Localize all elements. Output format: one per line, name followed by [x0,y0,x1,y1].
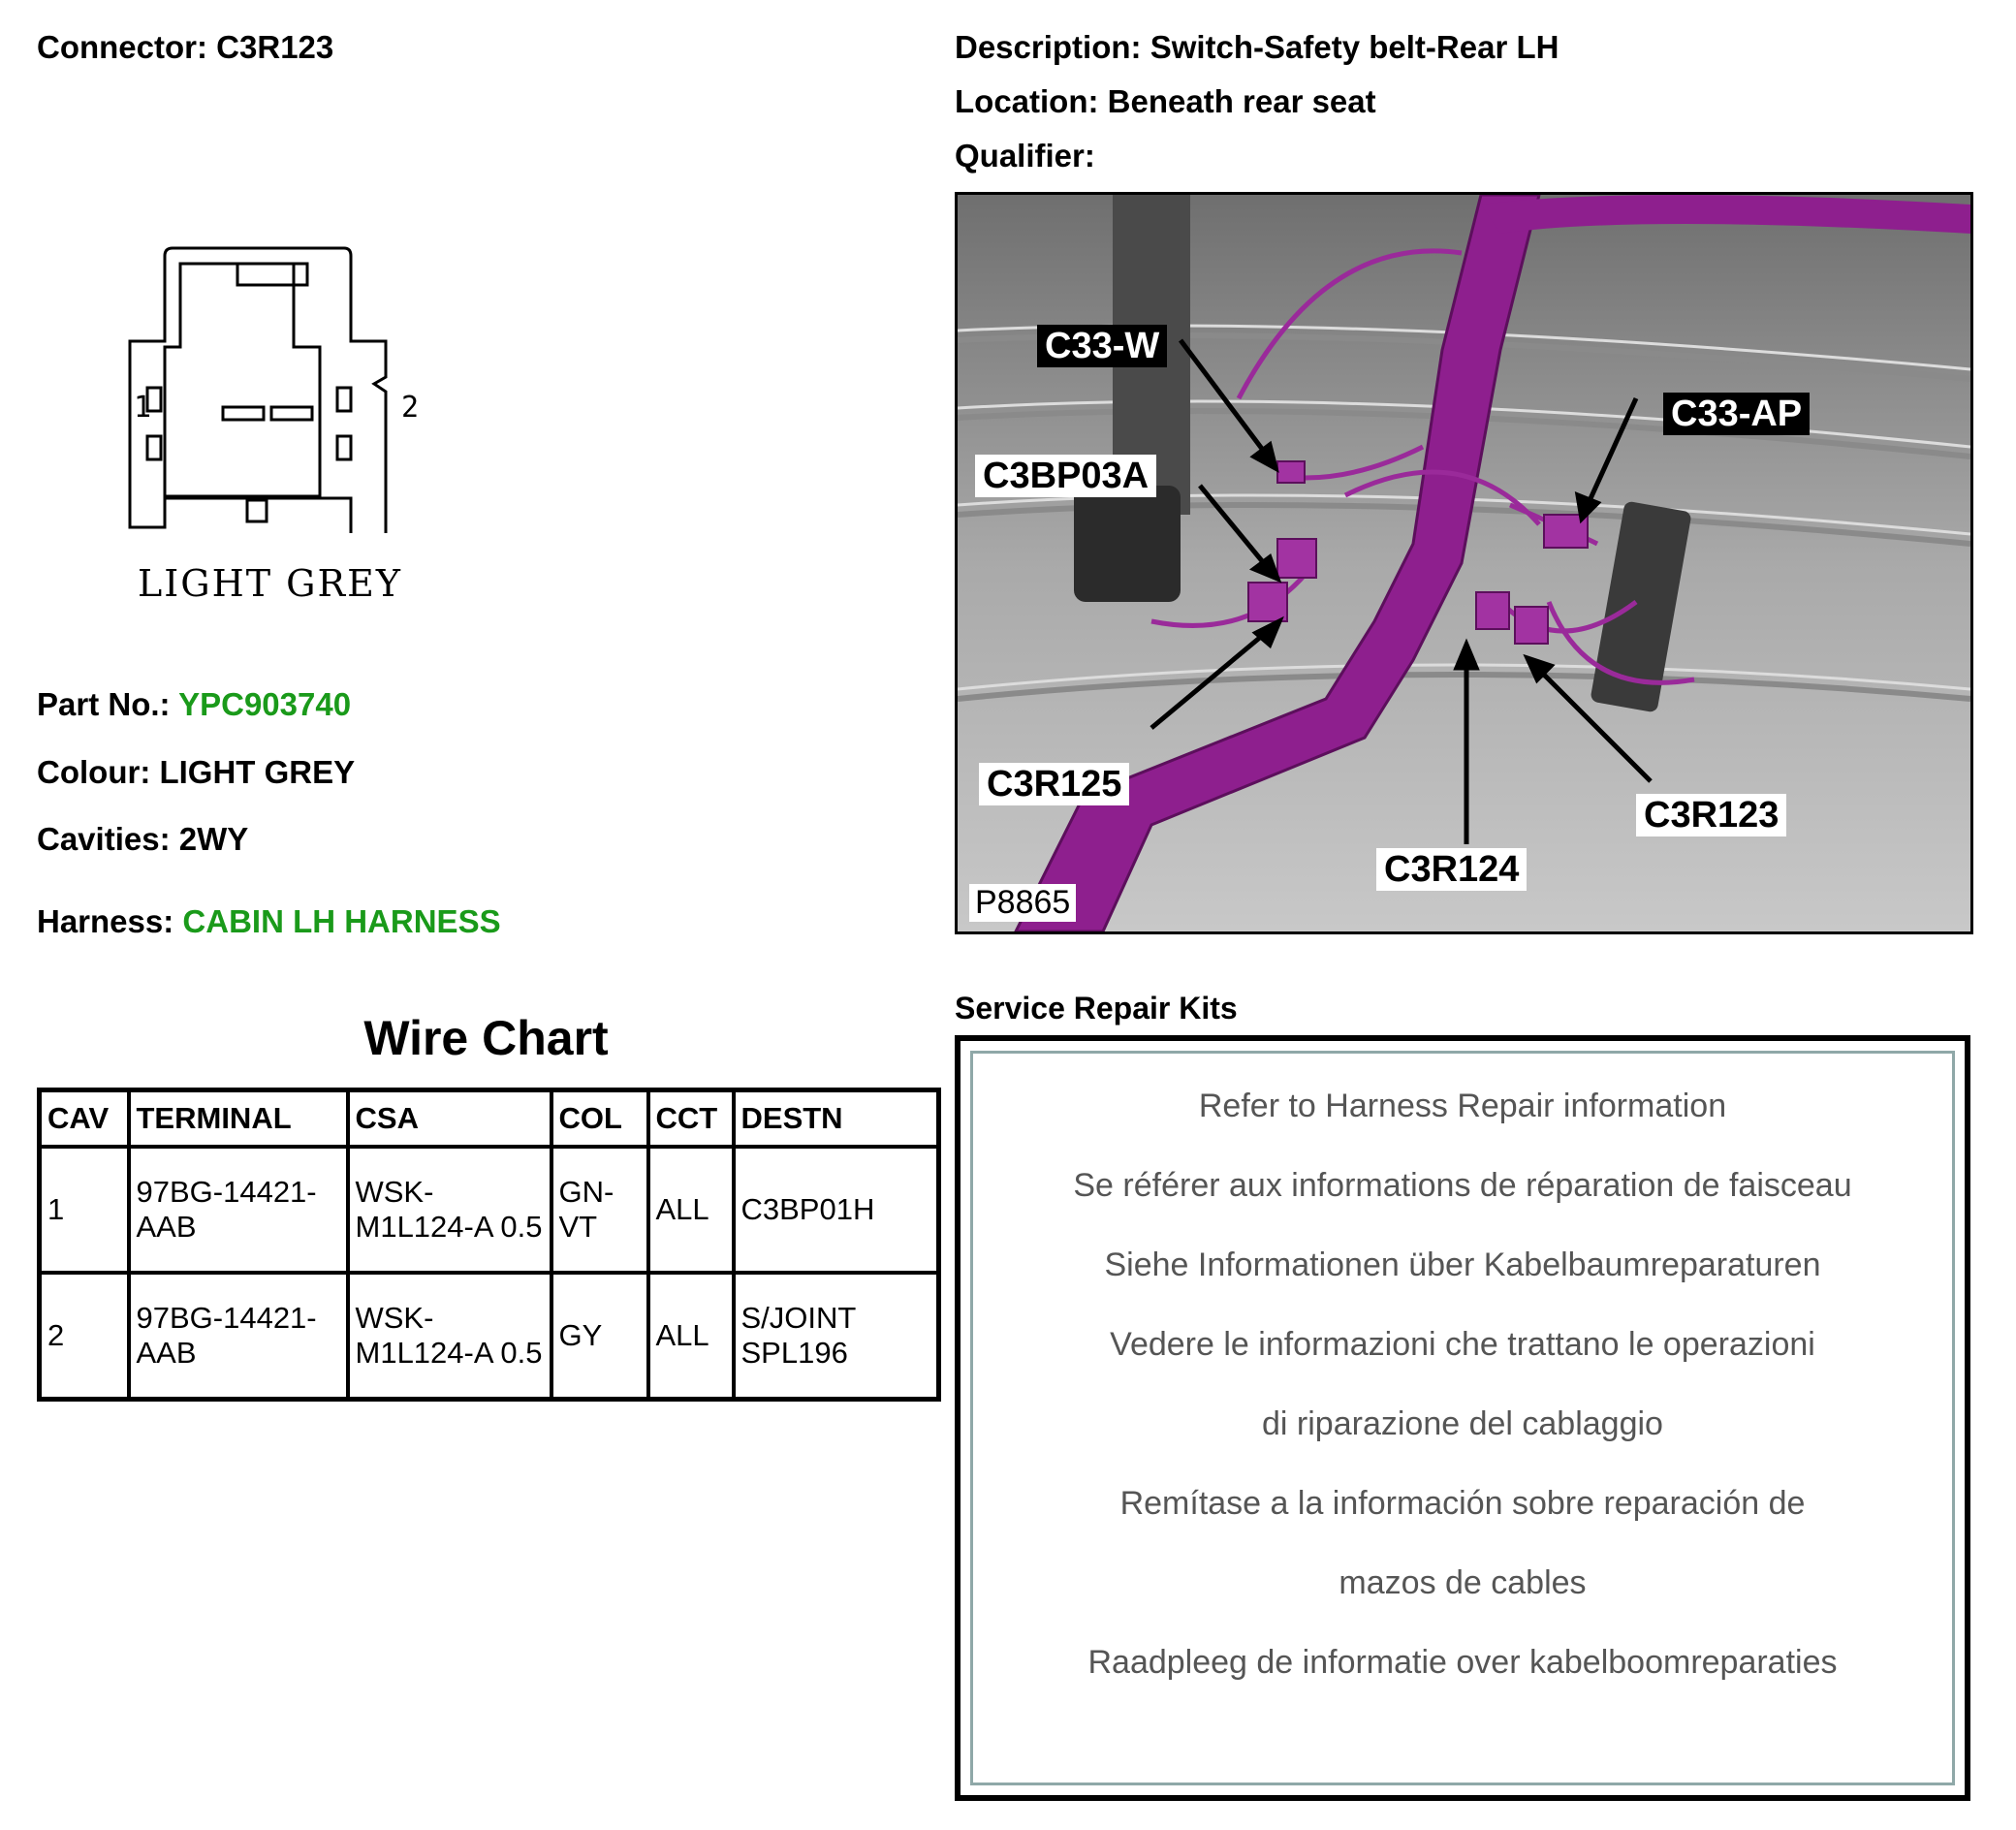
cct-cell: ALL [648,1273,734,1400]
callout-c3r124: C3R124 [1376,848,1527,891]
qualifier-line [955,138,1095,174]
cct-cell: ALL [648,1147,734,1273]
callout-c3r125: C3R125 [979,763,1129,805]
connector-value: C3R123 [216,29,334,65]
csa-cell: WSK-M1L124-A 0.5 [348,1147,551,1273]
destn-cell: S/JOINT SPL196 [734,1273,939,1400]
wire-chart-header-row [40,1090,939,1148]
kit-line: mazos de cables [1339,1564,1587,1601]
callout-c3bp03a: C3BP03A [975,455,1156,497]
connector-label: Connector: [37,29,207,65]
column-header: CAV [40,1090,129,1148]
column-header: COL [551,1090,648,1148]
kit-line: di riparazione del cablaggio [1262,1405,1663,1442]
kit-line: Siehe Informationen über Kabelbaumreparaturen [1104,1246,1821,1283]
service-repair-kits-heading: Service Repair Kits [955,991,1238,1025]
harness-line [37,903,501,940]
callout-c33-w: C33-W [1037,325,1167,367]
csa-cell: WSK-M1L124-A 0.5 [348,1273,551,1400]
location-label: Location: [955,83,1099,119]
part-no-link[interactable]: YPC903740 [178,686,352,722]
kit-line: Raadpleeg de informatie over kabelboomreparaties [1087,1644,1838,1681]
colour-value: LIGHT GREY [159,754,356,790]
connector-face-diagram [126,242,456,533]
column-header: DESTN [734,1090,939,1148]
connector-location-image [955,192,1973,934]
kit-line: Vedere le informazioni che trattano le operazioni [1110,1326,1815,1363]
description-line [955,29,1559,66]
callout-c33-ap: C33-AP [1663,393,1810,435]
kit-line: Se référer aux informations de réparation de faisceau [1073,1167,1852,1204]
connector-colour-caption: LIGHT GREY [138,562,402,605]
table-row [40,1147,939,1273]
connector-line [37,29,333,66]
column-header: TERMINAL [129,1090,348,1148]
colour-line [37,754,355,791]
col-cell: GY [551,1273,648,1400]
wire-chart-table [37,1088,941,1402]
cav-cell: 2 [40,1273,129,1400]
harness-label: Harness: [37,903,174,939]
kit-line: Refer to Harness Repair information [1198,1088,1727,1124]
service-repair-kits-box [955,1035,1970,1801]
service-repair-kits-inner [970,1051,1955,1785]
cav-cell: 1 [40,1147,129,1273]
column-header: CCT [648,1090,734,1148]
col-cell: GN-VT [551,1147,648,1273]
qualifier-label: Qualifier: [955,138,1095,174]
destn-cell: C3BP01H [734,1147,939,1273]
location-line [955,83,1376,120]
part-no-line [37,686,351,723]
column-header: CSA [348,1090,551,1148]
location-illustration [958,195,1970,931]
cavities-value: 2WY [178,821,249,857]
table-row [40,1273,939,1400]
terminal-cell: 97BG-14421-AAB [129,1273,348,1400]
image-reference-label: P8865 [969,884,1076,922]
description-value: Switch-Safety belt-Rear LH [1150,29,1559,65]
kit-line: Remítase a la información sobre reparación de [1119,1485,1806,1522]
colour-label: Colour: [37,754,151,790]
harness-link[interactable]: CABIN LH HARNESS [182,903,501,939]
part-no-label: Part No.: [37,686,171,722]
location-value: Beneath rear seat [1107,83,1376,119]
description-label: Description: [955,29,1142,65]
wire-chart-title: Wire Chart [363,1011,609,1065]
callout-c3r123: C3R123 [1636,794,1786,836]
pin-2-label: 2 [401,391,420,425]
terminal-cell: 97BG-14421-AAB [129,1147,348,1273]
cavities-line [37,821,248,858]
cavities-label: Cavities: [37,821,171,857]
pin-1-label: 1 [134,391,152,425]
